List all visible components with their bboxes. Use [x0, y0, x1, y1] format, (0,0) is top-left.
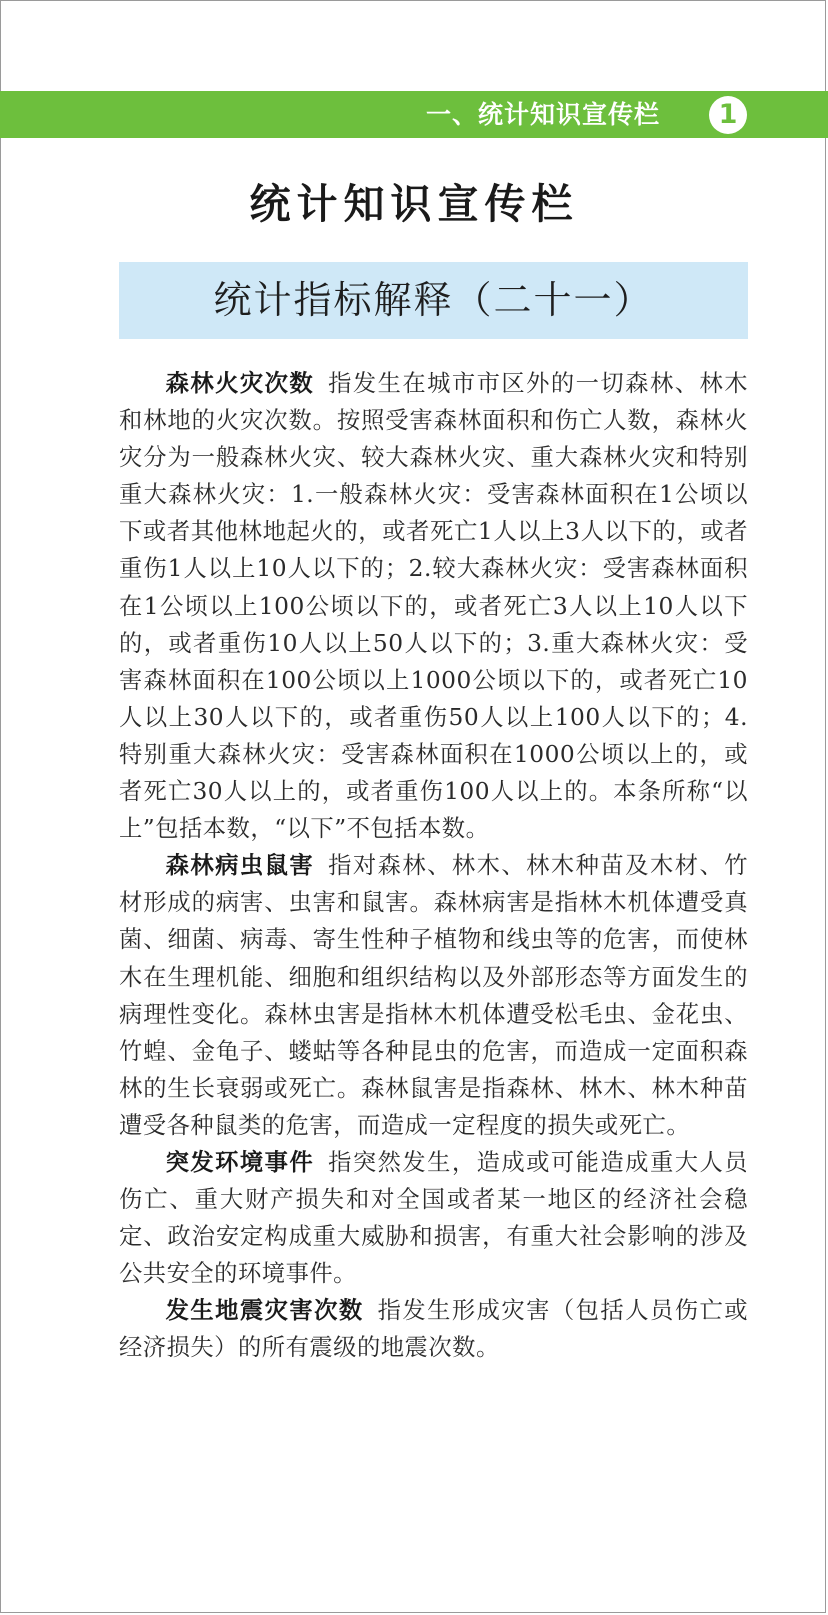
- definition-paragraph-forest-fire: [119, 365, 748, 847]
- term-earthquake-count: 发生地震灾害次数: [165, 1297, 364, 1325]
- definition-forest-pests: 指对森林、林木、林木种苗及木材、竹材形成的病害、虫害和鼠害。森林病害是指林木机体遭受真菌、细菌、病毒、寄生性种子植物和线虫等的危害，而使林木在生理机能、细胞和组织结构以及外部形态等方面发生的病理性变化。森林虫害是指林木机体遭受松毛虫、金花虫、竹蝗、金龟子、蝼蛄等各种昆虫的危害，而造成一定面积森林的生长衰弱或死亡。森林鼠害是指森林、林木、林木种苗遭受各种鼠类的危害，而造成一定程度的损失或死亡。: [119, 852, 749, 1139]
- section-number-badge: 1: [709, 96, 747, 134]
- definition-paragraph-forest-pests: [119, 847, 748, 1144]
- subtitle-box: [119, 262, 748, 339]
- section-header-band: [0, 91, 828, 138]
- term-forest-pests: 森林病虫鼠害: [165, 852, 315, 880]
- term-forest-fire-count: 森林火灾次数: [165, 370, 315, 397]
- definition-paragraph-earthquake: [119, 1292, 748, 1366]
- definition-earthquake-count: 指发生形成灾害（包括人员伤亡或经济损失）的所有震级的地震次数。: [119, 1297, 749, 1362]
- page-title: 统计知识宣传栏: [249, 180, 579, 228]
- definition-environment-event: 指突然发生，造成或可能造成重大人员伤亡、重大财产损失和对全国或者某一地区的经济社会稳定、政治安定构成重大威胁和损害，有重大社会影响的涉及公共安全的环境事件。: [119, 1148, 749, 1288]
- definitions-body: [119, 365, 748, 1367]
- section-title: 一、统计知识宣传栏: [425, 100, 660, 129]
- definition-paragraph-environment-event: [119, 1144, 748, 1292]
- subtitle: 统计指标解释（二十一）: [213, 278, 654, 322]
- term-environment-event: 突发环境事件: [165, 1148, 315, 1176]
- definition-forest-fire-count: 指发生在城市市区外的一切森林、林木和林地的火灾次数。按照受害森林面积和伤亡人数，森林火灾分为一般森林火灾、较大森林火灾、重大森林火灾和特别重大森林火灾：1.一般森林火灾：受害森林面积在1公顷以下或者其他林地起火的，或者死亡1人以上3人以下的，或者重伤1人以上10人以下的；2.较大森林火灾：受害森林面积在1公顷以上100公顷以下的，或者死亡3人以上10人以下的，或者重伤10人以上50人以下的；3.重大森林火灾：受害森林面积在100公顷以上1000公顷以下的，或者死亡10人以上30人以下的，或者重伤50人以上100人以下的；4.特别重大森林火灾：受害森林面积在1000公顷以上的，或者死亡30人以上的，或者重伤100人以上的。本条所称“以上”包括本数，“以下”不包括本数。: [119, 370, 749, 843]
